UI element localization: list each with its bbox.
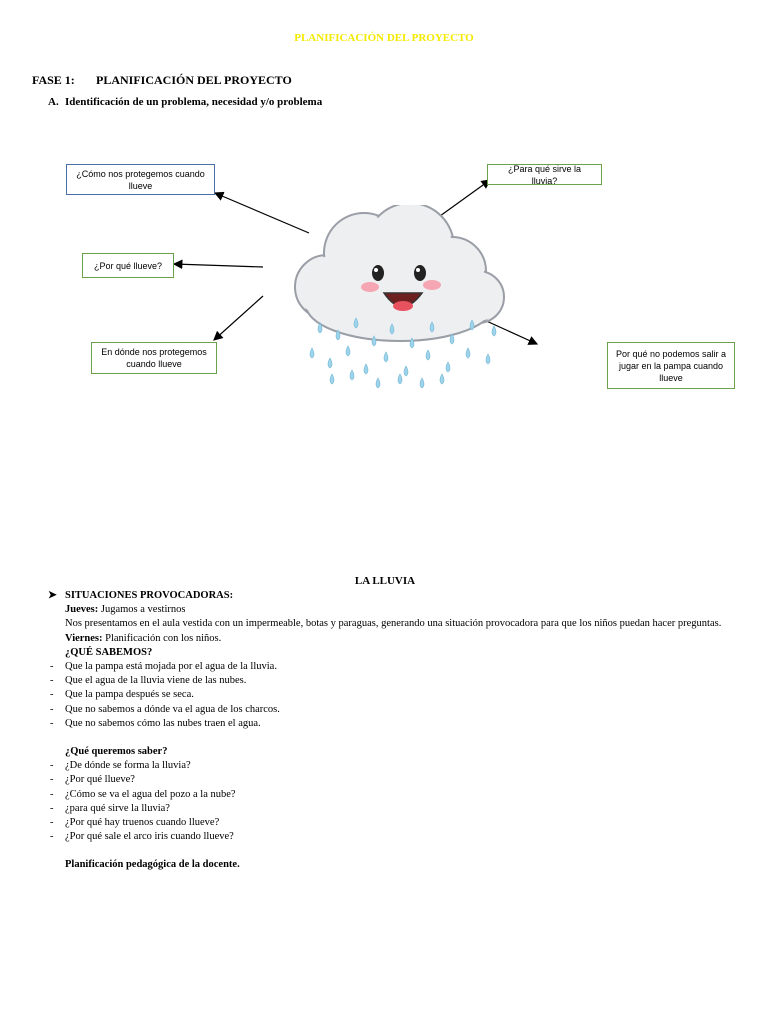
- list-item: - ¿Por qué hay truenos cuando llueve?: [48, 816, 728, 830]
- thursday-text: Jugamos a vestirnos: [100, 604, 186, 616]
- friday-line: [48, 632, 728, 646]
- friday-label: Viernes:: [65, 632, 103, 644]
- raindrop-icon: [346, 346, 350, 356]
- list-item: - ¿Cómo se va el agua del pozo a la nube?: [48, 788, 728, 802]
- question-box-protect: ¿Cómo nos protegemos cuando llueve: [66, 164, 215, 195]
- question-box-what-for: ¿Para qué sirve la lluvia?: [487, 164, 602, 185]
- list-item: - Que el agua de la lluvia viene de las nubes.: [48, 674, 728, 688]
- thursday-label: Jueves:: [65, 604, 99, 616]
- raindrop-icon: [486, 354, 490, 364]
- document-title: PLANIFICACIÓN DEL PROYECTO: [294, 32, 474, 44]
- planning-heading: Planificación pedagógica de la docente.: [65, 859, 240, 871]
- what-we-want-heading: ¿Qué queremos saber?: [65, 746, 168, 758]
- raindrop-icon: [426, 350, 430, 360]
- question-box-cannot-play: Por qué no podemos salir a jugar en la pampa cuando llueve: [607, 342, 735, 389]
- rain-cloud-illustration: [282, 205, 518, 390]
- friday-text: Planificación con los niños.: [105, 632, 222, 644]
- raindrop-icon: [376, 378, 380, 388]
- arrow-to-q2: [174, 264, 263, 267]
- what-we-know-list: [48, 660, 728, 731]
- raindrop-icon: [440, 374, 444, 384]
- raindrop-icon: [364, 364, 368, 374]
- list-item: - ¿para qué sirve la lluvia?: [48, 802, 728, 816]
- list-item: - Que no sabemos a dónde va el agua de los charcos.: [48, 703, 728, 717]
- what-we-know-heading: ¿QUÉ SABEMOS?: [65, 646, 153, 658]
- question-box-where-protect: En dónde nos protegemos cuando llueve: [91, 342, 217, 374]
- list-item: - Que la pampa después se seca.: [48, 688, 728, 702]
- raindrop-icon: [466, 348, 470, 358]
- section-title: LA LLUVIA: [354, 575, 416, 587]
- phase-title: PLANIFICACIÓN DEL PROYECTO: [96, 73, 292, 87]
- list-item: - ¿Por qué sale el arco iris cuando llueve?: [48, 830, 728, 844]
- raindrop-icon: [398, 374, 402, 384]
- raindrop-icon: [446, 362, 450, 372]
- subsection-title: Identificación de un problema, necesidad y/o problema: [65, 96, 323, 108]
- list-item: - ¿Por qué llueve?: [48, 773, 728, 787]
- thursday-line: [48, 603, 728, 617]
- list-item: - Que no sabemos cómo las nubes traen el agua.: [48, 717, 728, 731]
- what-we-want-list: [48, 759, 728, 844]
- raindrop-icon: [328, 358, 332, 368]
- raindrop-icon: [350, 370, 354, 380]
- raindrop-icon: [384, 352, 388, 362]
- raindrop-icon: [330, 374, 334, 384]
- raindrop-icon: [492, 326, 496, 336]
- situation-description: Nos presentamos en el aula vestida con un impermeable, botas y paraguas, generando una situación provocadora para que los niños puedan hacer preguntas.: [65, 618, 722, 630]
- raindrop-icon: [310, 348, 314, 358]
- raindrop-icon: [420, 378, 424, 388]
- document-body: [48, 589, 728, 873]
- subsection-letter: A.: [48, 96, 59, 108]
- phase-number: FASE 1:: [32, 73, 75, 87]
- raindrop-icon: [404, 366, 408, 376]
- list-item: - ¿De dónde se forma la lluvia?: [48, 759, 728, 773]
- situations-heading: ➤ SITUACIONES PROVOCADORAS:: [48, 589, 728, 603]
- list-item: - Que la pampa está mojada por el agua de la lluvia.: [48, 660, 728, 674]
- arrow-bullet-icon: ➤: [48, 590, 57, 601]
- arrow-to-q3: [214, 296, 263, 340]
- question-box-why-rain: ¿Por qué llueve?: [82, 253, 174, 278]
